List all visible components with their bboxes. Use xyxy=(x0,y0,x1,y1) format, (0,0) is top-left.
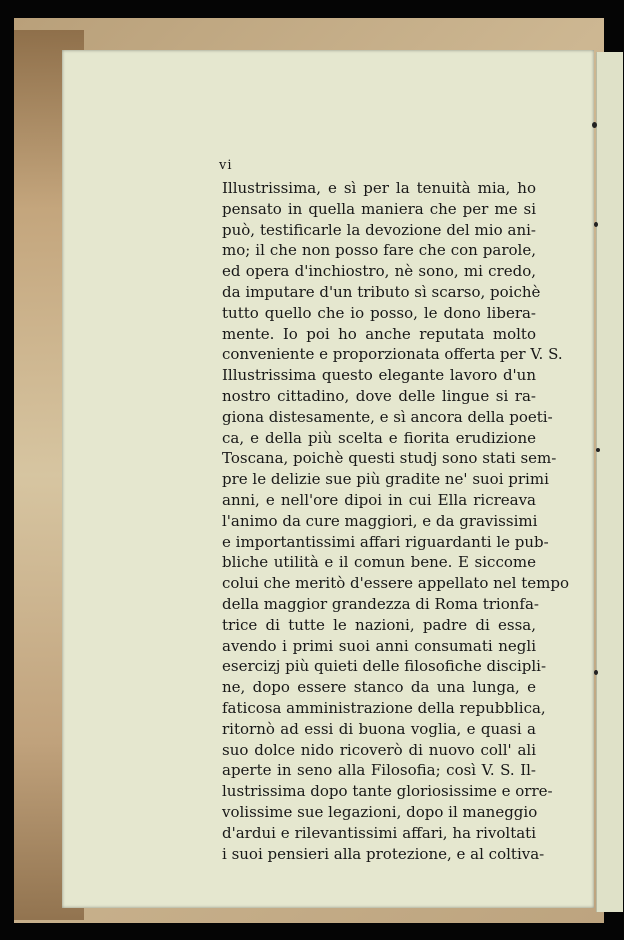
text-line: suo dolce nido ricoverò di nuovo coll' ali xyxy=(222,740,536,759)
text-line: giona distesamente, e sì ancora della poeti- xyxy=(222,407,553,426)
text-line: della maggior grandezza di Roma trionfa- xyxy=(222,594,539,613)
ink-speck xyxy=(592,122,597,128)
text-line: ca, e della più scelta e fiorita erudizione xyxy=(222,428,536,447)
text-line: e importantissimi affari riguardanti le pub- xyxy=(222,532,549,551)
text-line: Illustrissima, e sì per la tenuità mia, ho xyxy=(222,179,536,197)
ink-speck xyxy=(594,670,598,675)
text-line: volissime sue legazioni, dopo il maneggio xyxy=(222,802,538,821)
page-number: vi xyxy=(219,158,233,173)
text-line: anni, e nell'ore dipoi in cui Ella ricreava xyxy=(222,490,536,509)
ink-speck xyxy=(596,448,600,452)
text-line: può, testificarle la devozione del mio ani- xyxy=(222,220,536,239)
text-line: tutto quello che io posso, le dono libera- xyxy=(222,303,536,322)
text-line: mo; il che non posso fare che con parole, xyxy=(222,241,536,260)
text-line: aperte in seno alla Filosofia; così V. S. Il- xyxy=(222,761,536,780)
text-line: Toscana, poichè questi studj sono stati sem- xyxy=(222,449,557,468)
page-text-block xyxy=(222,160,569,864)
text-line: da imputare d'un tributo sì scarso, poichè xyxy=(222,282,541,301)
text-line: conveniente e proporzionata offerta per V. S. xyxy=(222,345,563,364)
text-line: l'animo da cure maggiori, e da gravissimi xyxy=(222,511,538,530)
text-line: pre le delizie sue più gradite ne' suoi primi xyxy=(222,470,549,489)
text-line: trice di tutte le nazioni, padre di essa, xyxy=(222,615,536,634)
text-line: Illustrissima questo elegante lavoro d'un xyxy=(222,366,536,385)
text-line: colui che meritò d'essere appellato nel tempo xyxy=(222,574,569,593)
text-line: ritornò ad essi di buona voglia, e quasi a xyxy=(222,719,536,738)
text-line: d'ardui e rilevantissimi affari, ha rivoltati xyxy=(222,823,536,842)
text-line: nostro cittadino, dove delle lingue si ra- xyxy=(222,386,536,405)
ink-speck xyxy=(594,222,598,227)
text-line: ed opera d'inchiostro, nè sono, mi credo, xyxy=(222,262,536,281)
text-line: i suoi pensieri alla protezione, e al coltiva- xyxy=(222,844,545,863)
text-lines xyxy=(222,178,569,864)
text-line: bliche utilità e il comun bene. E siccome xyxy=(222,553,536,572)
text-line: lustrissima dopo tante gloriosissime e orre- xyxy=(222,782,553,801)
text-line: avendo i primi suoi anni consumati negli xyxy=(222,636,536,655)
text-line: pensato in quella maniera che per me si xyxy=(222,199,536,218)
text-line: ne, dopo essere stanco da una lunga, e xyxy=(222,678,536,697)
text-line: esercizj più quieti delle filosofiche discipli- xyxy=(222,657,547,676)
text-line: faticosa amministrazione della repubblica, xyxy=(222,698,546,717)
text-line: mente. Io poi ho anche reputata molto xyxy=(222,324,536,343)
next-page-edge xyxy=(596,52,623,912)
